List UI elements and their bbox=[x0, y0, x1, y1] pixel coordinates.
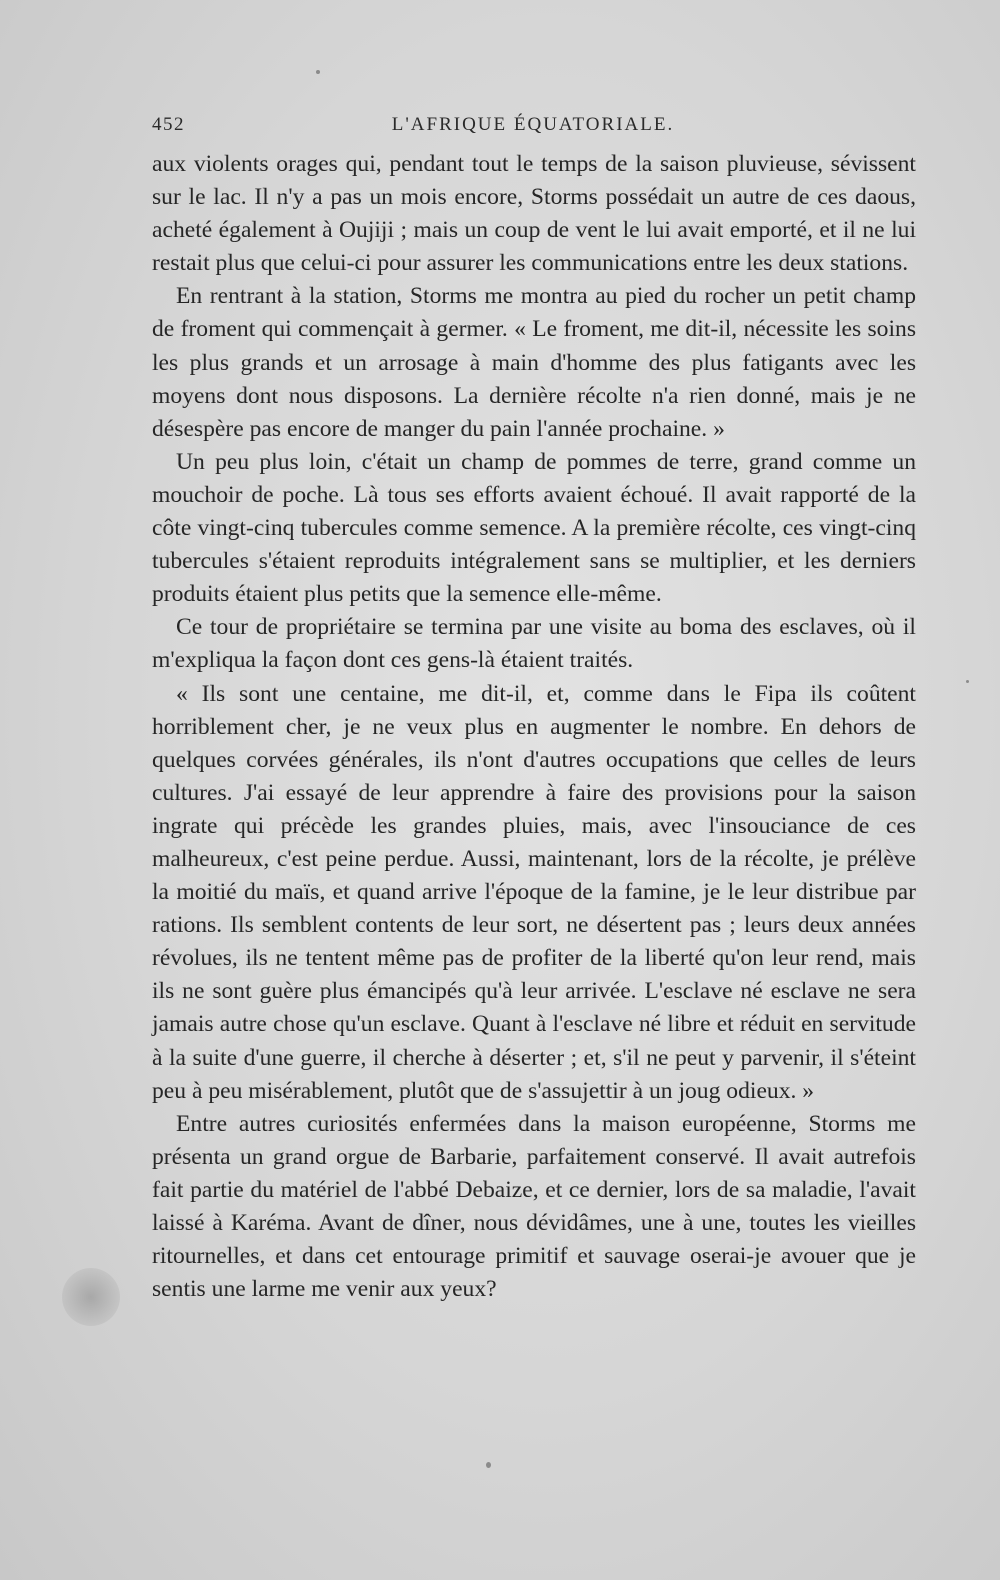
page-header bbox=[152, 114, 914, 144]
paragraph: aux violents orages qui, pendant tout le temps de la saison pluvieuse, sévissent sur le lac. Il n'y a pas un mois encore, Storms possédait un autre de ces daous, acheté également à Oujiji ; mais un coup de vent le lui avait emporté, et il ne lui restait plus que celui-ci pour assurer les communications entre les deux stations. bbox=[152, 151, 916, 277]
paper-speck bbox=[966, 680, 969, 683]
page-number: 452 bbox=[152, 114, 185, 135]
paragraph: « Ils sont une centaine, me dit-il, et, comme dans le Fipa ils coûtent horriblement cher, je ne veux plus en augmenter le nombre. En dehors de quelques corvées générales, ils n'ont d'autres occupations que celles de leurs cultures. J'ai essayé de leur apprendre à faire des provisions pour la saison ingrate qui précède les grandes pluies, mais, avec l'insouciance de ces malheureux, c'est peine perdue. Aussi, maintenant, lors de la récolte, je prélève la moitié du maïs, et quand arrive l'époque de la famine, je le leur distribue par rations. Ils semblent contents de leur sort, ne désertent pas ; leurs deux années révolues, ils ne tentent même pas de profiter de la liberté qu'on leur rend, mais ils ne sont guère plus émancipés qu'à leur arrivée. L'esclave né esclave ne sera jamais autre chose qu'un esclave. Quant à l'esclave né libre et réduit en servitude à la suite d'une guerre, il cherche à déserter ; et, s'il ne peut y parvenir, il s'éteint peu à peu misérablement, plutôt que de s'assujettir à un joug odieux. » bbox=[152, 680, 916, 1104]
paper-stain bbox=[62, 1268, 120, 1326]
running-title: L'AFRIQUE ÉQUATORIALE. bbox=[391, 114, 675, 135]
paragraph: Un peu plus loin, c'était un champ de pommes de terre, grand comme un mouchoir de poche. Là tous ses efforts avaient échoué. Il avait rapporté de la côte vingt-cinq tubercules comme semence. A la première récolte, ces vingt-cinq tubercules s'étaient reproduits intégralement sans se multiplier, et les derniers produits étaient plus petits que la semence elle-même. bbox=[152, 448, 916, 608]
paragraph: Entre autres curiosités enfermées dans la maison européenne, Storms me présenta un grand orgue de Barbarie, parfaitement conservé. Il avait autrefois fait partie du matériel de l'abbé Debaize, et ce dernier, lors de sa maladie, l'avait laissé à Karéma. Avant de dîner, nous dévidâmes, une à une, toutes les vieilles ritournelles, et dans cet entourage primitif et sauvage oserai-je avouer que je sentis une larme me venir aux yeux? bbox=[152, 1110, 916, 1303]
paragraph: En rentrant à la station, Storms me montra au pied du rocher un petit champ de froment qui commençait à germer. « Le froment, me dit-il, nécessite les soins les plus grands et un arrosage à main d'homme des plus fatigants avec les moyens dont nous disposons. La dernière récolte n'a rien donné, mais je ne désespère pas encore de manger du pain l'année prochaine. » bbox=[152, 283, 916, 442]
paper-speck bbox=[316, 70, 320, 74]
body-text bbox=[152, 148, 916, 1306]
paragraph: Ce tour de propriétaire se termina par une visite au boma des esclaves, où il m'expliqua la façon dont ces gens-là étaient traités. bbox=[152, 614, 916, 674]
paper-speck bbox=[486, 1462, 491, 1468]
